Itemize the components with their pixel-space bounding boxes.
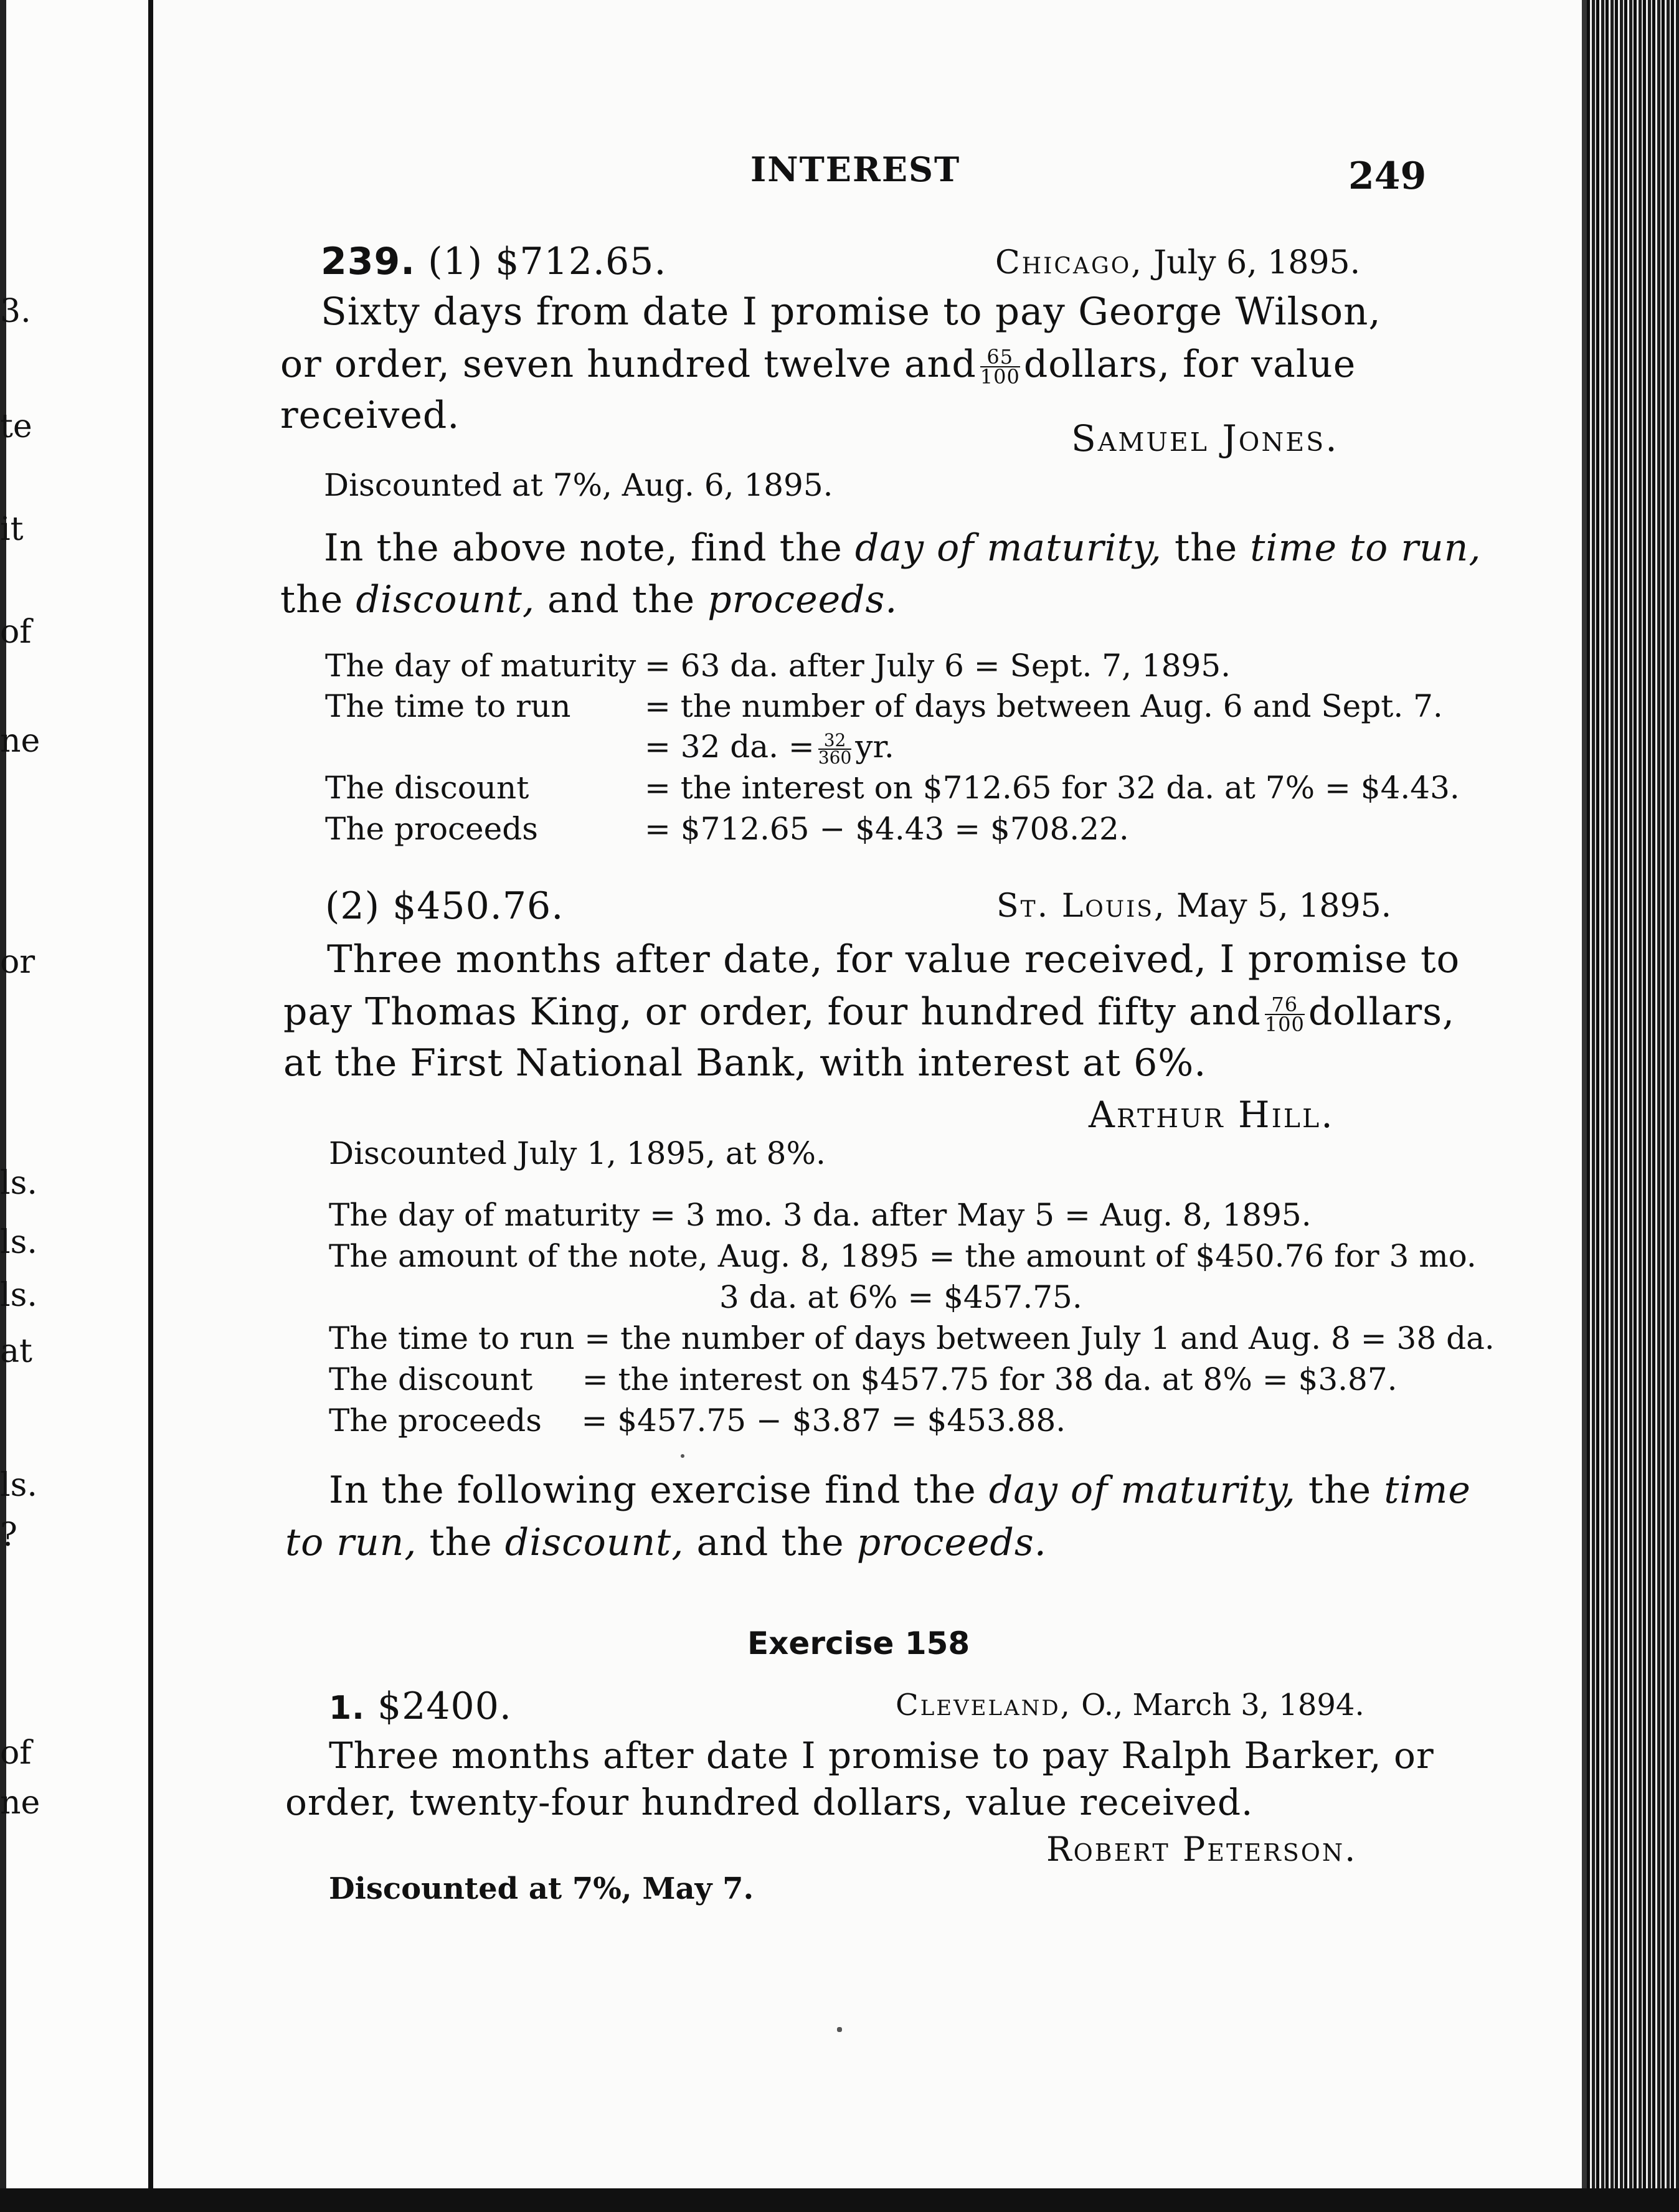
note-text-line: order, twenty-four hundred dollars, value received. <box>285 1781 1254 1823</box>
discount-line: Discounted at 7%, Aug. 6, 1895. <box>324 467 833 503</box>
left-fragment: or <box>0 943 35 981</box>
note-place-date <box>896 1688 1364 1723</box>
note-date: O., March 3, 1894. <box>1081 1688 1364 1723</box>
bottom-scan-edge <box>0 2188 1679 2212</box>
note-signer: Robert Peterson. <box>1046 1830 1358 1869</box>
binding-shadow <box>0 0 6 2212</box>
note-date: May 5, 1895. <box>1176 887 1392 925</box>
note-date: July 6, 1895. <box>1153 244 1361 281</box>
exercise-amount: $2400. <box>377 1685 512 1728</box>
note-text-line: or order, seven hundred twelve and $\frac{65}{100}$ dollars, for value <box>280 343 1356 389</box>
left-fragment: te <box>0 408 32 445</box>
note-text-line: received. <box>280 394 460 437</box>
note-place-date <box>996 887 1391 925</box>
solution-value: = the number of days between Aug. 6 and Sept. 7. <box>645 688 1443 724</box>
note-signer: Samuel Jones. <box>1071 417 1339 460</box>
instruction-text: to run, the discount, and the proceeds. <box>285 1521 1047 1564</box>
running-title: INTEREST <box>750 149 961 189</box>
solution-line: 3 da. at 6% = $457.75. <box>719 1279 1082 1315</box>
solution-label: The time to run <box>325 688 571 724</box>
discount-line: Discounted July 1, 1895, at 8%. <box>329 1135 826 1171</box>
solution-value: = $712.65 − $4.43 = $708.22. <box>645 811 1129 847</box>
solution-label: The day of maturity <box>325 648 636 684</box>
left-fragment: ls. <box>0 1165 37 1202</box>
left-fragment: ls. <box>0 1467 37 1504</box>
instruction-text: In the following exercise find the day of maturity, the time <box>329 1468 1471 1512</box>
note-text-line: Sixty days from date I promise to pay George Wilson, <box>321 290 1381 334</box>
part-number: (1) <box>428 240 483 283</box>
solution-line: The amount of the note, Aug. 8, 1895 = the amount of $450.76 for 3 mo. <box>329 1238 1477 1274</box>
left-fragment: ? <box>0 1516 17 1554</box>
solution-line: The proceeds = $457.75 − $3.87 = $453.88. <box>329 1402 1066 1439</box>
left-fragment: ls. <box>0 1277 37 1314</box>
note-text-line: Three months after date, for value received, I promise to <box>327 937 1460 981</box>
note-heading <box>325 884 564 928</box>
left-fragment: ls. <box>0 1224 37 1261</box>
solution-line: The day of maturity = 3 mo. 3 da. after May 5 = Aug. 8, 1895. <box>329 1197 1312 1233</box>
discount-line: Discounted at 7%, May 7. <box>329 1871 754 1906</box>
note-signer: Arthur Hill. <box>1089 1094 1335 1136</box>
solution-label: The proceeds <box>325 811 538 847</box>
note-amount: $450.76. <box>392 884 564 928</box>
left-fragment: of <box>0 613 32 651</box>
exercise-item-heading <box>329 1685 512 1728</box>
note-place-date <box>995 244 1360 281</box>
part-number: (2) <box>325 884 380 928</box>
solution-line: The time to run = the number of days between July 1 and Aug. 8 = 38 da. <box>329 1320 1495 1356</box>
left-fragment: ne <box>0 1784 40 1822</box>
page-number: 249 <box>1348 154 1427 198</box>
left-page-margin <box>0 0 153 2212</box>
book-page-edges <box>1587 0 1679 2212</box>
fraction: $\frac{32}{360}$ <box>818 730 852 768</box>
printer-mark <box>837 2027 842 2032</box>
solution-label: The discount <box>325 770 529 806</box>
left-fragment: ne <box>0 722 40 760</box>
fraction: $\frac{65}{100}$ <box>980 345 1020 389</box>
exercise-heading: Exercise 158 <box>747 1625 970 1661</box>
fraction: $\frac{76}{100}$ <box>1264 993 1305 1037</box>
note-place: Cleveland, <box>896 1688 1072 1723</box>
note-text-line: Three months after date I promise to pay Ralph Barker, or <box>329 1734 1434 1777</box>
solution-line: The discount = the interest on $457.75 for 38 da. at 8% = $3.87. <box>329 1361 1398 1397</box>
left-fragment: 3. <box>0 293 31 330</box>
note-amount: $712.65. <box>495 240 667 283</box>
note-place: Chicago, <box>995 244 1143 281</box>
solution-value: = the interest on $712.65 for 32 da. at 7% = $4.43. <box>645 770 1460 806</box>
note-text-line: pay Thomas King, or order, four hundred fifty and $\frac{76}{100}$ dollars, <box>283 990 1455 1037</box>
left-fragment: of <box>0 1734 32 1772</box>
note-heading <box>321 240 666 283</box>
note-place: St. Louis, <box>996 887 1166 925</box>
solution-value: = 32 da. = $\frac{32}{360}$ yr. <box>645 729 894 768</box>
instruction-text: In the above note, find the day of maturity, the time to run, <box>324 526 1482 570</box>
left-fragment: at <box>0 1333 32 1370</box>
instruction-text: the discount, and the proceeds. <box>280 578 898 622</box>
solution-value: = 63 da. after July 6 = Sept. 7, 1895. <box>645 648 1231 684</box>
printer-mark <box>681 1454 684 1458</box>
article-number: 239. <box>321 240 416 283</box>
note-text-line: at the First National Bank, with interest at 6%. <box>283 1041 1207 1085</box>
left-fragment: it <box>0 511 24 548</box>
exercise-item-number: 1. <box>329 1690 365 1727</box>
